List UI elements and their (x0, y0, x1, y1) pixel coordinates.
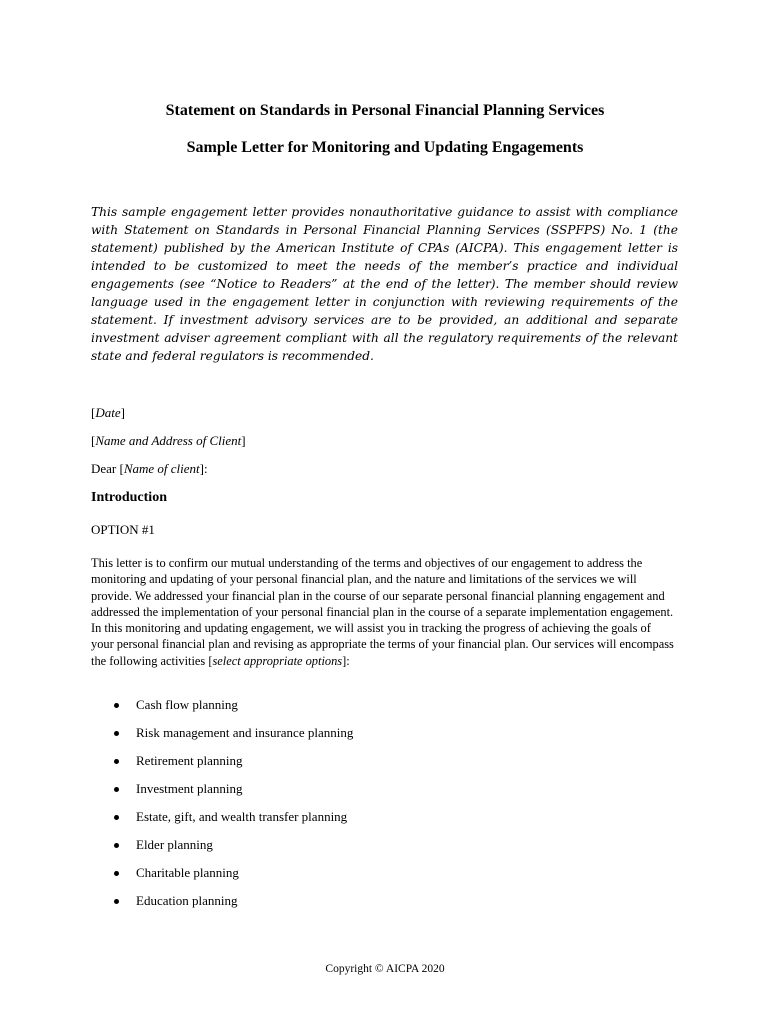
document-title: Statement on Standards in Personal Financial Planning Services (165, 102, 605, 119)
option-label: OPTION #1 (91, 522, 155, 537)
body-text-end: ]: (342, 653, 350, 668)
guidance-paragraph: This sample engagement letter provides nonauthoritative guidance to assist with compliance with Statement on Standards in Personal Financial Planning Services (SSPFPS) No. 1 (the statement) published by the American Institute of CPAs (AICPA). This engagement letter is intended to be customized to meet the needs of the member’s practice and individual engagements (see “Notice to Readers” at the end of the letter). The member should review language used in the engagement letter in conjunction with reviewing requirements of the statement. If investment advisory services are to be provided, an additional and separate investment adviser agreement compliant with all the regulatory requirements of the relevant state and federal regulators is recommended. (91, 205, 678, 363)
client-address-placeholder: Name and Address of Client (95, 433, 242, 448)
client-name-placeholder: Name of client (123, 461, 200, 476)
bullet-icon (114, 843, 119, 848)
date-placeholder: Date (95, 405, 121, 420)
bullet-icon (114, 703, 119, 708)
client-address-line: [Name and Address of Client] (91, 433, 246, 448)
bullet-icon (114, 871, 119, 876)
engagement-body-paragraph (91, 555, 675, 669)
bullet-icon (114, 815, 119, 820)
salutation-suffix: ]: (199, 461, 208, 476)
introduction-heading: Introduction (91, 490, 167, 505)
document-subtitle: Sample Letter for Monitoring and Updating Engagements (186, 139, 584, 156)
bullet-icon (114, 787, 119, 792)
select-options-placeholder: select appropriate options (212, 653, 343, 668)
salutation-prefix: Dear [ (91, 461, 124, 476)
bullet-icon (114, 899, 119, 904)
bullet-icon (114, 759, 119, 764)
date-line: [Date] (91, 405, 125, 420)
salutation-line (91, 461, 208, 477)
document-page: Statement on Standards in Personal Financial Planning Services Sample Letter for Monitoring and Updating Engagements This sample engagement letter provides nonauthoritative guidance to assist with compliance with Statement on Standards in Personal Financial Planning Services (SSPFPS) No. 1 (the statement) published by the American Institute of CPAs (AICPA). This engagement letter is intended to be customized to meet the needs of the member’s practice and individual engagements (see “Notice to Readers” at the end of the letter). The member should review language used in the engagement letter in conjunction with reviewing requirements of the statement. If investment advisory services are to be provided, an additional and separate investment adviser agreement compliant with all the regulatory requirements of the relevant state and federal regulators is recommended. [Date] [Name and Address of Client] Dear [Name of client]: Introduction OPTION #1 This letter is to confirm our mutual understanding of the terms and objectives of our engagement to address the monitoring and updating of your personal financial plan, and the nature and limitations of the services we will provide. We addressed your financial plan in the course of our separate personal financial planning engagement and addressed the implementation of your personal financial plan in the course of a separate implementation engagement. In this monitoring and updating engagement, we will assist you in tracking the progress of achieving the goals of your personal financial plan and revising as appropriate the terms of your financial plan. Our services will encompass the following activities [select appropriate options]: Cash flow planning Risk management and insurance planning Retirement planning Investment planning Estate, gift, and wealth transfer planning Elder planning Charitable planning Education planning Copyright © AICPA 2020 (0, 0, 770, 1024)
body-text: This letter is to confirm our mutual understanding of the terms and objectives of our engagement to address the monitoring and updating of your personal financial plan, and the nature and limitations of the services we will provide. We addressed your financial plan in the course of our separate personal financial planning engagement and addressed the implementation of your personal financial plan in the course of a separate implementation engagement. In this monitoring and updating engagement, we will assist you in tracking the progress of achieving the goals of your personal financial plan and revising as appropriate the terms of your financial plan. Our services will encompass the following activities [ (91, 556, 674, 668)
copyright-footer: Copyright © AICPA 2020 (325, 963, 445, 975)
bullet-icon (114, 731, 119, 736)
